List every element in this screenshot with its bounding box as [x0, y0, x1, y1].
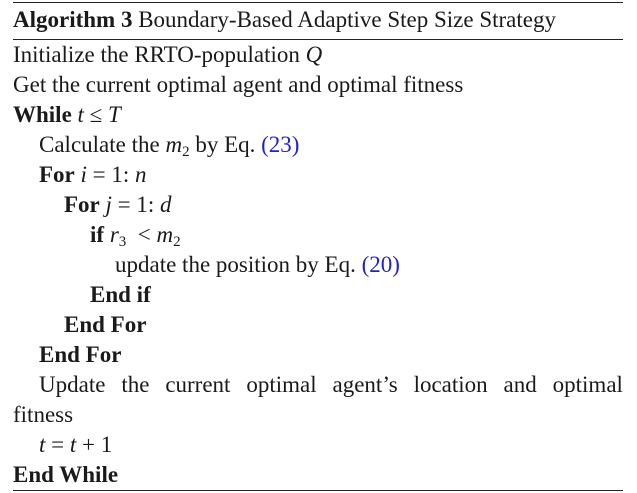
upd-word-6: and [503, 372, 537, 397]
while-op: ≤ [89, 102, 103, 127]
line-update-position [13, 250, 623, 280]
line-end-while [13, 460, 623, 490]
update-text: update the position by Eq. [115, 252, 356, 277]
line-end-for-i [13, 340, 623, 370]
while-var-T: T [108, 102, 121, 127]
upd-word-0: Update [39, 372, 106, 397]
algorithm-title: Boundary-Based Adaptive Step Size Strategy [138, 7, 556, 32]
t-plus: + 1 [82, 432, 113, 457]
line-update-location [13, 370, 623, 400]
while-keyword: While [13, 102, 72, 127]
upd-word-3: optimal [246, 372, 317, 397]
line-for-i [13, 160, 623, 190]
upd-word-7: optimal [552, 372, 623, 397]
line-if [13, 220, 623, 250]
eq-23-link[interactable]: (23) [261, 132, 300, 157]
if-op: < [137, 222, 151, 247]
upd-word-1: the [121, 372, 150, 397]
for-j-keyword: For [64, 192, 100, 217]
algorithm-block [13, 2, 623, 491]
get-text: Get the current optimal agent and optimal fitness [13, 72, 464, 97]
if-var-m: $m_2$ [156, 222, 181, 250]
t-eq: = [51, 432, 65, 457]
line-for-j [13, 190, 623, 220]
line-calculate [13, 130, 623, 160]
bottom-rule [13, 490, 623, 491]
upd-word-4: agent’s [332, 372, 398, 397]
end-if-keyword: End if [90, 282, 151, 307]
line-fitness-cont [13, 400, 623, 430]
calc-var: $m_2$ [165, 132, 190, 160]
calc-text: Calculate the [39, 132, 160, 157]
init-text: Initialize the RRTO-population [13, 42, 300, 67]
for-j-var: j [105, 192, 112, 217]
for-j-eq: = 1: [117, 192, 155, 217]
t-var: t [39, 432, 46, 457]
if-keyword: if [90, 222, 105, 247]
if-sub-m: 2 [173, 234, 181, 250]
for-i-var: i [80, 162, 87, 187]
algorithm-caption [13, 3, 623, 37]
for-j-end: d [160, 192, 172, 217]
line-initialize [13, 40, 623, 70]
line-end-for-j [13, 310, 623, 340]
while-var-t: t [77, 102, 84, 127]
line-end-if [13, 280, 623, 310]
t-var2: t [69, 432, 77, 457]
end-for-j-keyword: End For [64, 312, 147, 337]
eq-20-link[interactable]: (20) [361, 252, 400, 277]
calc-by: by Eq. [195, 132, 256, 157]
if-sub-r: 3 [118, 234, 127, 250]
upd-word-5: location [413, 372, 488, 397]
line-get-optimal [13, 70, 623, 100]
end-while-keyword: End While [13, 462, 119, 487]
calc-sub: 2 [182, 144, 190, 160]
for-i-keyword: For [39, 162, 75, 187]
line-while [13, 100, 623, 130]
upd-word-2: current [165, 372, 231, 397]
for-i-end: n [135, 162, 147, 187]
end-for-i-keyword: End For [39, 342, 122, 367]
init-var: Q [305, 42, 323, 67]
for-i-eq: = 1: [92, 162, 130, 187]
upd-cont: fitness [13, 402, 74, 427]
if-var-r: $r_3$ [109, 222, 127, 250]
algorithm-label: Algorithm 3 [13, 7, 133, 32]
line-t-increment [13, 430, 623, 460]
